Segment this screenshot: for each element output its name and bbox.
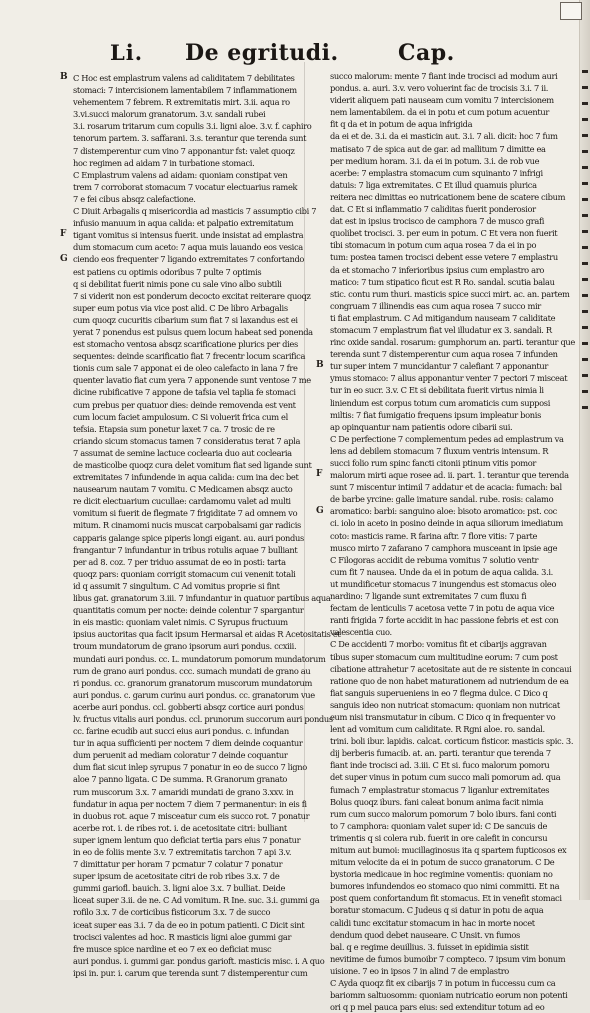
edge-mark — [582, 166, 588, 169]
edge-mark — [582, 214, 588, 217]
text-line: fiant inde trocisci ad. 3.iii. C Et si. fuco malorum pomoru — [330, 760, 550, 771]
text-line: fumach 7 emplastratur stomacus 7 liganlur extremitates — [330, 784, 550, 795]
text-line: frangantur 7 infundantur in tribus rotulis aquae 7 bulliant — [73, 544, 298, 555]
running-title: De egritudi. — [185, 40, 339, 66]
text-line: Bolus quoqz iburs. fani caleat bonum anima facit nimia — [330, 796, 544, 807]
edge-mark — [582, 230, 588, 233]
text-line: dij berberis fumacib. at. an. parti. terantur que terenda 7 — [330, 748, 551, 759]
text-line: mitum aut bumoi: mucillaginosus ita q spartem fupticosos ex — [330, 845, 567, 855]
text-line: eum nisi transmutatur in cibum. C Dico q in frequenter vo — [330, 711, 556, 722]
text-line: est patiens cu optimis odoribus 7 pulte 7 optimis — [73, 266, 262, 277]
text-line: 7 dimittatur per horam 7 pcmatur 7 colatur 7 ponatur — [73, 859, 283, 870]
text-line: vehementem 7 febrem. R extremitatis mirt. 3.ii. aqua ro — [73, 97, 290, 108]
text-line: est stomacho ventosa absqz scarificatione plurics per dies — [73, 339, 298, 350]
text-line: tigant vomitus si intensus fuerit. unde insistat ad emplastra — [73, 230, 304, 241]
running-header — [0, 40, 590, 70]
text-line: cum quoqz cucuritis cibarium sum fiat 7 si laxandus est ei — [73, 314, 298, 325]
margin-letter: F — [316, 469, 323, 480]
edge-mark — [582, 374, 588, 377]
text-line: lv. fructus vitalis auri pondus. ccl. prunorum succorum auri pondus — [73, 713, 333, 724]
text-line: viderit aliquem pati nauseam cum vomitu 7 intercisionem — [330, 95, 554, 106]
text-line: tur in eo sucr. 3.v. C Et si debilitata fuerit virtus nimia li — [330, 385, 544, 396]
edge-mark — [582, 134, 588, 137]
text-line: tibus super stomacum cum multitudine eorum: 7 cum post — [330, 651, 558, 662]
text-line: stomacum 7 emplastrum fiat vel illudatur ex 3. sandali. R — [330, 324, 552, 335]
text-line: quoqz pars: quoniam corrigit stomacum cui venenit totali — [73, 568, 296, 579]
text-line: q si debilitat fuerit nimis pone cu sale vino albo subtili — [73, 278, 282, 289]
text-line: cum prebus per quatuor dies: deinde removenda est vent — [73, 399, 296, 410]
text-line: rum de grano auri pondus. ccc. sumach mundati de grano au — [73, 665, 311, 676]
text-line: trocisci valentes ad hoc. R masticis ligni aloe gummi gar — [73, 931, 292, 942]
text-line: super ipsum de acetositate citri de rob ribes 3.x. 7 de — [73, 871, 280, 882]
text-line: cibatione attrahetur 7 acetositate aut de re sistente in concaui — [330, 663, 572, 674]
text-line: rum muscorum 3.x. 7 amaridi mundati de grano 3.xxv. in — [73, 786, 294, 797]
text-line: malorum mirti aque rosee ad. ii. part. 1. terantur que terenda — [330, 470, 569, 481]
text-line: datuis: 7 liga extremitates. C Et illud quamuis plurica — [330, 179, 537, 190]
text-line: matico: 7 tum stipatico ficut est R Ro. sandal. scutia balau — [330, 276, 555, 287]
text-line: nevitime de fumos bumoibr 7 compteco. 7 ipsum vim bonum — [330, 953, 566, 964]
text-line: bariomm saltuosomm: quoniam nutricatio eorum non potenti — [330, 990, 568, 1001]
text-line: mundati auri pondus. cc. L. mundatorum pomorum mundatorum — [73, 653, 326, 664]
left-column — [73, 72, 341, 979]
text-line: post quem confortandum fit stomacus. Et in venefit stomaci — [330, 893, 562, 904]
margin-letter: F — [60, 229, 67, 240]
text-line: pondus. a. auri. 3.v. vero voluerint fac de trocisis 3.i. 7 ii. — [330, 83, 549, 94]
text-line: rinc oxide sandal. rosarum: gumphorum an. parti. terantur que — [330, 337, 575, 348]
text-line: acerbe rot. i. de ribes rot. i. de acetositate citri: bulliant — [73, 822, 287, 833]
text-line: rofilo 3.x. 7 de corticibus fisticorum 3.x. 7 de succo — [73, 907, 271, 918]
text-line: tur super intem 7 muncidantur 7 calefiant 7 apponantur — [330, 361, 549, 372]
text-line: mitum. R cinamomi nucis muscat carpobalsami gar radicis — [73, 520, 301, 531]
text-line: re dicit electuarium cucullae: cardamomu valet ad multi — [73, 496, 291, 507]
text-line: iceat super eas 3.i. 7 da de eo in potum patienti. C Dicit sint — [73, 919, 305, 930]
text-line: in eo de foliis mente 3.v. 7 extremitatis tarchon 7 api 3.v. — [73, 847, 292, 857]
text-line: coto: masticis rame. R farina aftr. 7 flore vitis: 7 parte — [330, 530, 538, 541]
text-line: lent ad vomitum cum caliditate. R Rgni aloe. ro. sandal. — [330, 724, 545, 735]
text-line: musco mirto 7 zafarano 7 camphora musceant in ipsie age — [330, 542, 558, 553]
text-line: stomaci: 7 intercisionem lamentabilem 7 inflammationem — [73, 85, 297, 96]
text-line: trimentis q si colera rub. fuerit in ore calefit in concursu — [330, 832, 548, 843]
text-line: gummi gariofl. bauich. 3. ligni aloe 3.x. 7 bulliat. Deide — [73, 883, 286, 894]
text-line: quenter lavatio fiat cum yera 7 apponende sunt ventose 7 me — [73, 375, 311, 386]
text-line: rum cum succo malorum pomorum 7 bolo iburs. fani conti — [330, 808, 557, 819]
text-line: nem lamentabilem. da ei in potu et cum potum acuentur — [330, 107, 549, 118]
edge-mark — [582, 118, 588, 121]
text-line: fundatur in aqua per noctem 7 diem 7 permanentur: in eis fi — [73, 798, 307, 809]
edge-mark — [582, 86, 588, 89]
text-line: trini. boli ibur. lapidis. calcat. corticum fisticor. masticis spic. 3. — [330, 736, 574, 747]
text-line: quantitatis comum per nocte: deinde colentur 7 spargantur — [73, 605, 304, 616]
text-line: aloe 7 panno ligata. C De summa. R Granorum granato — [73, 774, 288, 785]
text-line: tenorum partem. 3. saffarani. 3.s. terantur que terenda sunt — [73, 133, 307, 144]
text-line: dicine rubificative 7 appone de tafsia vel taplia fe stomaci — [73, 387, 296, 398]
text-line: bal. q e regime deuillius. 3. fuisset in epidimia sistit — [330, 941, 529, 952]
text-line: ratione quo de non habet maturationem ad nutriendum de ea — [330, 675, 569, 686]
text-line: acerbe: 7 emplastra stomacum cum squinanto 7 infrigi — [330, 167, 543, 178]
text-line: C Emplastrum valens ad aidam: quoniam constipat ven — [73, 169, 288, 180]
text-line: nardino: 7 ligande sunt extremitates 7 cum fluxu fi — [330, 591, 527, 602]
text-line: libus gat. granatorum 3.iii. 7 infundantur in quatuor partibus aqua — [73, 593, 331, 604]
text-line: uisione. 7 eo in ipsos 7 in alind 7 de emplastro — [330, 965, 509, 976]
right-column — [330, 70, 575, 1013]
text-line: ut mundificetur stomacus 7 inungendus est stomacus oleo — [330, 578, 557, 589]
text-line: de barbe yrcine: galle imature sandal. rube. rosis: calamo — [330, 494, 554, 505]
text-line: C Ayda quoqz fit ex cibarijs 7 in potum in fuccessu cum ca — [330, 978, 556, 989]
text-line: infusio manuum in aqua calida: et palpatio extremitatum — [73, 218, 294, 229]
edge-mark — [582, 262, 588, 265]
text-line: C Diuit Arbagalis q misericordia ad masticis 7 assumptio cibi 7 — [73, 206, 317, 217]
text-line: bumores infundendos eo stomaco quo nimi committi. Et na — [330, 881, 560, 892]
text-line: aromatico: barbi: sanguino aloe: bisoto aromatico: pst. coc — [330, 506, 557, 517]
text-line: ymus stomaco: 7 alius apponantur venter 7 pectori 7 misceat — [330, 373, 568, 384]
text-line: nausearum nautam 7 vomitu. C Medicamen absqz aucto — [73, 484, 293, 495]
edge-marks — [581, 70, 589, 422]
text-line: da et stomacho 7 inferioribus ipsius cum emplastro aro — [330, 264, 544, 275]
text-line: dendum quod debet nauseare. C Unsit. vn fumos — [330, 929, 520, 940]
edge-mark — [582, 406, 588, 409]
text-line: congruam 7 illinendis eas cum aqua rosea 7 succo mir — [330, 300, 541, 311]
text-line: ranti frigida 7 forte accidit in hac passione febris et est con — [330, 615, 559, 626]
text-line: fectam de lenticulis 7 acetosa vette 7 in potu de aqua vice — [330, 603, 555, 614]
text-line: reitera nec dimittas eo nutricationem bene de scatere cibum — [330, 191, 566, 202]
text-line: miltis: 7 fiat fumigatio frequens ipsum impleatur bonis — [330, 409, 541, 420]
text-line: cum locum faciet ampulosum. C Si voluerit frica cum el — [73, 411, 288, 422]
text-line: valescentia cuo. — [330, 627, 392, 638]
chapter-label: Cap. — [398, 40, 455, 66]
text-line: ci. iolo in aceto in posino deinde in aqua siliorum imediatum — [330, 518, 563, 529]
text-line: per medium horam. 3.i. da ei in potum. 3.i. de rob vue — [330, 155, 540, 166]
text-line: lens ad debilem stomacum 7 fluxum ventris intensum. R — [330, 445, 549, 456]
text-line: ori q p mel pauca pars eius: sed extenditur totum ad eo — [330, 1002, 545, 1013]
text-line: C Filogoras accidit de rebuma vomitus 7 solutio ventr — [330, 554, 539, 565]
edge-mark — [582, 182, 588, 185]
text-line: ipsi in. pur. i. carum que terenda sunt 7 distemperentur cum — [73, 967, 308, 978]
edge-mark — [582, 358, 588, 361]
text-line: da ei et de. 3.i. da ei masticin aut. 3.i. 7 ali. dicit: hoc 7 fum — [330, 131, 558, 142]
text-line: stic. contu rum thuri. masticis spice succi mirt. ac. an. partem — [330, 288, 570, 299]
page-edge — [579, 0, 590, 900]
text-line: dum stomacum cum aceto: 7 aqua muis lauando eos vesica — [73, 242, 303, 253]
text-line: C De accidenti 7 morbo: vomitus fit et cibarijs aggravan — [330, 639, 547, 650]
text-line: super eum potus via vice post alid. C De libro Arbagalis — [73, 302, 288, 313]
text-line: auri pondus. i. gummi gar. pondus garioft. masticis misc. i. A quo — [73, 955, 325, 966]
text-line: dat est in ipsius trocisco de camphora 7 de musco grafi — [330, 216, 544, 227]
text-line: yerat 7 ponendus est pulsus quem locum habeat sed ponenda — [73, 326, 313, 337]
text-line: super ignem lentum quo deficiat tertia pars eius 7 ponatur — [73, 834, 301, 845]
text-line: auri pondus. c. garum curinu auri pondus. cc. granatorum vue — [73, 689, 315, 700]
edge-mark — [582, 326, 588, 329]
text-line: cc. farine ecudib aut succi eius auri pondus. c. infundan — [73, 726, 289, 737]
text-line: tibi stomacum in potum cum aqua rosea 7 da ei in po — [330, 240, 537, 251]
text-line: tur in aqua sufficienti per noctem 7 diem deinde coquantur — [73, 738, 303, 749]
text-line: liniendum est corpus totum cum aromaticis cum supposi — [330, 397, 551, 408]
text-line: dum peruenit ad mediam coloratur 7 deinde coquantur — [73, 750, 288, 761]
text-line: criando sicum stomacus tamen 7 consideratus terat 7 apla — [73, 435, 301, 446]
text-line: bystoria medicaue in hoc regimine vomentis: quoniam no — [330, 869, 553, 880]
text-line: mitum velocite da ei in potum de succo granatorum. C De — [330, 857, 555, 868]
text-line: calidi tunc excitatur stomacum in hac in morte nocet — [330, 917, 535, 928]
edge-mark — [582, 342, 588, 345]
text-line: in eis mastic: quoniam valet nimis. C Syrupus fructuum — [73, 617, 288, 628]
text-line: per ad 8. coz. 7 per triduo assumat de eo in posti: tarta — [73, 556, 286, 567]
text-line: dat. C Et si inflammatio 7 caliditas fuerit ponderosior — [330, 204, 536, 215]
text-line: acerbe auri pondus. ccl. gobberti absqz cortice auri pondus — [73, 701, 304, 712]
text-line: vomitum si fuerit de flegmate 7 frigiditate 7 ad omnem vo — [73, 508, 298, 519]
text-line: succo malorum: mente 7 fiant inde trocisci ad modum auri — [330, 71, 558, 81]
text-line: fit q da et in potum de aqua infrigida — [330, 119, 473, 130]
text-line: tionis cum sale 7 apponat ei de oleo calefacto in lana 7 fre — [73, 363, 298, 374]
text-line: ti fiat emplastrum. C Ad mitigandum nauseam 7 caliditate — [330, 312, 556, 323]
text-line: tum: postea tamen trocisci debent esse vetere 7 emplastru — [330, 252, 558, 263]
edge-mark — [582, 246, 588, 249]
text-line: det super vinus in potum cum succo mali pomorum ad. qua — [330, 772, 561, 783]
text-line: fiat sanguis superueniens in eo 7 flegma dulce. C Dico q — [330, 687, 548, 698]
text-line: to 7 camphora: quoniam valet super id: C De sancuis de — [330, 820, 548, 831]
text-line: cum fit 7 nausea. Unde da ei in potum de aqua calida. 3.i. — [330, 566, 553, 577]
text-line: quolibet trocisci. 3. per eum in potum. C Et vera non fuerit — [330, 228, 558, 239]
text-line: boratur stomacum. C Judeus q si datur in potu de aqua — [330, 905, 544, 916]
margin-letter: B — [60, 72, 68, 82]
edge-mark — [582, 310, 588, 313]
text-line: C Hoc est emplastrum valens ad caliditatem 7 debilitates — [73, 73, 295, 83]
text-line: ri pondus. cc. granorum granatorum muscorum mundatorum — [73, 677, 313, 688]
text-line: 3.vi.succi malorum granatorum. 3.v. sandali rubei — [73, 109, 266, 120]
text-line: hoc regimen ad aidam 7 in turbatione stomaci. — [73, 157, 255, 168]
text-line: de masticolbe quoqz cura delet vomitum fiat sed ligande sunt — [73, 460, 312, 470]
text-line: sanguis ideo non nutricat stomacum: quoniam non nutricat — [330, 699, 560, 710]
text-line: 3.i. rosarum tritarum cum copulis 3.i. ligni aloe. 3.v. f. caphiro — [73, 121, 312, 132]
text-line: fre musce spice nardine et eo 7 ex eo deficiat musc — [73, 943, 272, 954]
text-line: sunt 7 miscentur intimil 7 addatur et de acacia: fumach: bal — [330, 482, 562, 493]
text-line: terenda sunt 7 distemperentur cum aqua rosea 7 infunden — [330, 349, 558, 360]
edge-mark — [582, 150, 588, 153]
text-line: dum fiat sicut inlep syrupus 7 ponatur in eo de succo 7 ligno — [73, 762, 307, 773]
margin-letter: G — [60, 253, 68, 264]
edge-mark — [582, 278, 588, 281]
text-line: trem 7 corroborat stomacum 7 vocatur electuarius ramek — [73, 181, 298, 192]
text-line: C De perfectione 7 complementum pedes ad emplastrum va — [330, 433, 564, 444]
text-line: tefsia. Etapsia sum ponetur laxet 7 ca. 7 trosic de re — [73, 423, 275, 434]
text-line: in duobus rot. aque 7 misceatur cum eis succo rot. 7 ponatur — [73, 810, 310, 821]
text-line: 7 distemperentur cum vino 7 apponantur fst: valet quoqz — [73, 145, 295, 156]
text-line: liceat super 3.ii. de ne. C Ad vomitum. R Ine. suc. 3.i. gummi ga — [73, 895, 320, 906]
text-line: ipsius auctoritas qua facit ipsum Hermarsal et aidas R Acetositatis et — [73, 629, 341, 640]
margin-letter: G — [316, 505, 324, 516]
edge-mark — [582, 390, 588, 393]
text-line: sequentes: deinde scarificatio fiat 7 frecentr locum scarifica — [73, 351, 306, 362]
edge-mark — [582, 294, 588, 297]
text-line: matisato 7 de spica aut de gar. ad mallitum 7 dimitte ea — [330, 143, 546, 154]
text-line: extremitates 7 infundende in aqua calida: cum ina dec bet — [73, 472, 299, 483]
edge-mark — [582, 198, 588, 201]
text-line: id q assumit 7 singultum. C Ad vomitus proprie si fint — [73, 580, 280, 591]
text-line: 7 si viderit non est ponderum decocto excitat reiterare quoqz — [73, 290, 311, 301]
edge-mark — [582, 70, 588, 73]
text-line: 7 assumat de semine lactuce coclearia duo aut coclearia — [73, 447, 292, 458]
margin-letter: B — [316, 360, 324, 371]
text-line: succi folio rum spinc fancti citonii ptinum vitis pomor — [330, 458, 537, 468]
edge-mark — [582, 102, 588, 105]
text-line: troum mundatorum de grano ipsorum auri pondus. ccxiii. — [73, 641, 297, 652]
text-line: 7 e fei cibus absqz calefactione. — [73, 193, 196, 204]
text-line: ciendo eos frequenter 7 ligando extremitates 7 confortando — [73, 254, 305, 265]
corner-tab — [560, 2, 582, 20]
text-line: capparis galange spice piperis longi eigant. au. auri pondus — [73, 532, 304, 543]
folio-number: Li. — [110, 40, 144, 65]
text-line: ap opinquantur nam patientis odore cibarii sui. — [330, 421, 513, 432]
